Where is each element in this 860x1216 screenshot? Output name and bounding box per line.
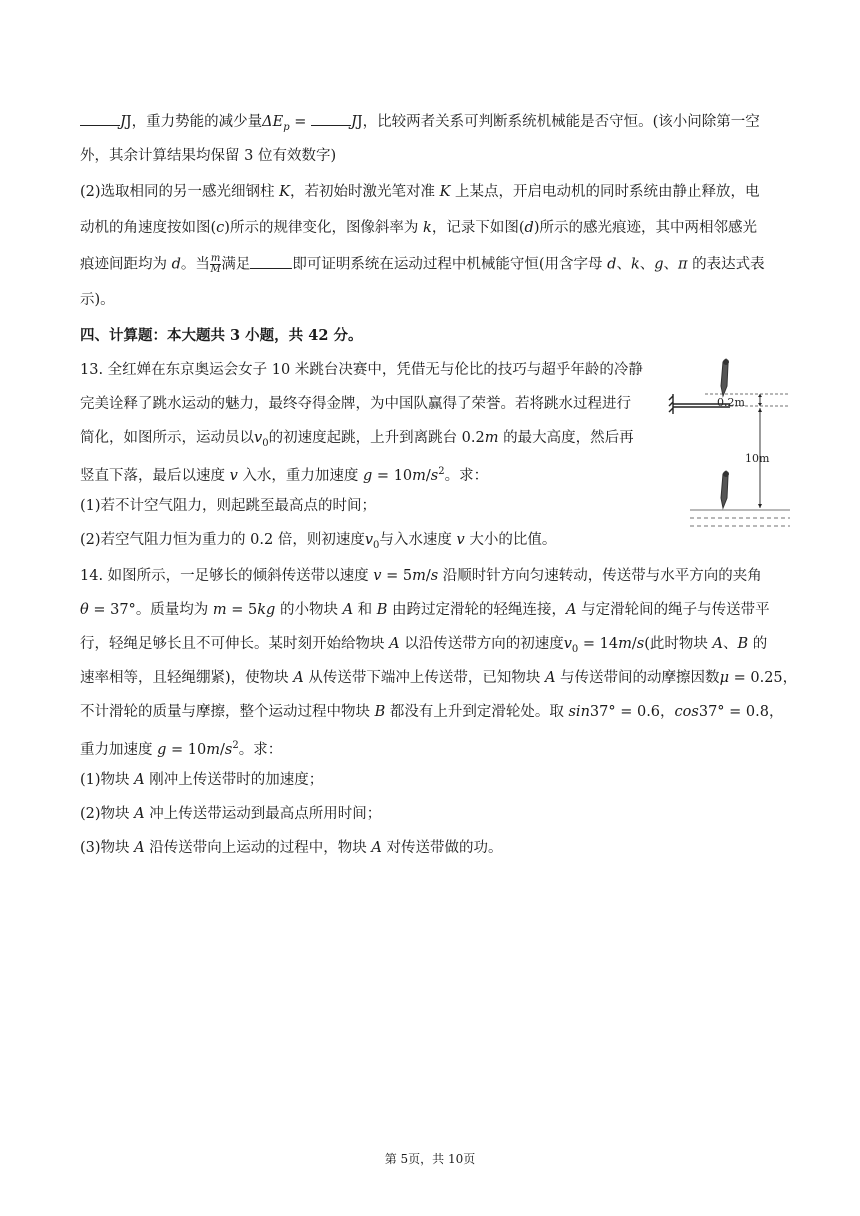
q14-sub-3: (3)物块 A 沿传送带向上运动的过程中，物块 A 对传送带做的功。 bbox=[80, 840, 503, 856]
q12-part2-line-3: 痕迹间距均为 d。当 $\frac{m}{M}$ 满足 即可证明系统在运动过程中机械能守恒(用含字母 d、k、g、π 的表达式表 bbox=[80, 253, 765, 275]
q12-line-2: 外，其余计算结果均保留 3 位有效数字) bbox=[80, 148, 337, 164]
diving-platform-figure bbox=[665, 356, 795, 536]
q13-line-3: 简化，如图所示，运动员以$v_0$的初速度起跳，上升到离跳台 0.2m 的最大高度，然后再 bbox=[80, 430, 634, 449]
q14-line-1: 14. 如图所示，一足够长的倾斜传送带以速度 v = 5m/s 沿顺时针方向匀速转动，传送带与水平方向的夹角 bbox=[80, 568, 762, 584]
answer-blank bbox=[80, 113, 120, 126]
water-surface bbox=[690, 510, 790, 526]
q13-line-2: 完美诠释了跳水运动的魅力，最终夺得金牌，为中国队赢得了荣誉。若将跳水过程进行 bbox=[80, 396, 631, 412]
q14-line-3: 行，轻绳足够长且不可伸长。某时刻开始给物块 A 以沿传送带方向的初速度$v_0 = 14m/s$(此时物块 A、B 的 bbox=[80, 636, 768, 655]
answer-blank bbox=[311, 113, 351, 126]
fraction-m-over-M: $\frac{m}{M}$ bbox=[210, 253, 221, 275]
q14-line-6: 重力加速度 $g = 10m/s^2$。求： bbox=[80, 740, 283, 758]
section-heading: 四、计算题：本大题共 3 小题，共 42 分。 bbox=[80, 327, 363, 344]
q14-sub-2: (2)物块 A 冲上传送带运动到最高点所用时间； bbox=[80, 806, 382, 822]
q14-line-5: 不计滑轮的质量与摩擦，整个运动过程中物块 B 都没有上升到定滑轮处。取 sin37° = 0.6，cos37° = 0.8， bbox=[80, 704, 784, 720]
height-label-small: 0.2m bbox=[717, 396, 745, 409]
q14-line-2: θ = 37°。质量均为 m = 5kg 的小物块 A 和 B 由跨过定滑轮的轻绳连接，A 与定滑轮间的绳子与传送带平 bbox=[80, 602, 770, 618]
q12-part2-line-4: 示)。 bbox=[80, 292, 115, 308]
q12-part2-line-2: 动机的角速度按如图(c)所示的规律变化，图像斜率为 k，记录下如图(d)所示的感光痕迹，其中两相邻感光 bbox=[80, 220, 757, 236]
q13-sub-2: (2)若空气阻力恒为重力的 0.2 倍，则初速度$v_0$与入水速度 v 大小的比值。 bbox=[80, 532, 557, 551]
page-number: 第 5页，共 10页 bbox=[384, 1152, 476, 1166]
q13-line-1: 13. 全红婵在东京奥运会女子 10 米跳台决赛中，凭借无与伦比的技巧与超乎年龄的冷静 bbox=[80, 362, 643, 378]
diver-bottom-icon bbox=[721, 471, 729, 508]
q14-sub-1: (1)物块 A 刚冲上传送带时的加速度； bbox=[80, 772, 324, 788]
diver-top-icon bbox=[721, 359, 729, 396]
q12-line-1: JJ，重力势能的减少量$\Delta E_p$ = JJ，比较两者关系可判断系统机械能是否守恒。(该小问除第一空 bbox=[80, 112, 760, 138]
answer-blank bbox=[250, 256, 292, 269]
q14-line-4: 速率相等，且轻绳绷紧)，使物块 A 从传送带下端冲上传送带，已知物块 A 与传送带间的动摩擦因数μ = 0.25， bbox=[80, 670, 798, 686]
q12-part2-line-1: (2)选取相同的另一感光细钢柱 K，若初始时激光笔对准 K 上某点，开启电动机的同时系统由静止释放，电 bbox=[80, 184, 760, 200]
height-label-large: 10m bbox=[745, 452, 770, 465]
q13-line-4: 竖直下落，最后以速度 v 入水，重力加速度 $g = 10m/s^2$。求： bbox=[80, 466, 489, 484]
q13-sub-1: (1)若不计空气阻力，则起跳至最高点的时间； bbox=[80, 498, 377, 514]
